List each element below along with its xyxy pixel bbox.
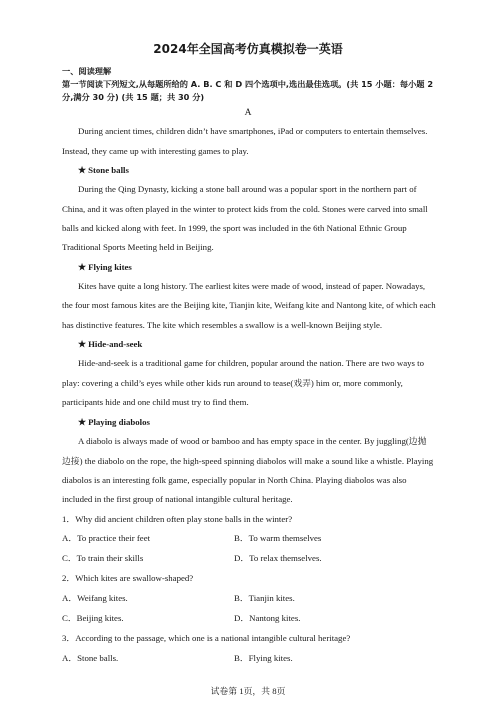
- section-heading-playing-diabolos: [78, 416, 150, 428]
- option-a[interactable]: A．Weifang kites.: [62, 593, 128, 603]
- paragraph-line: Traditional Sports Meeting held in Beijing.: [62, 242, 214, 252]
- option-a[interactable]: A．Stone balls.: [62, 653, 119, 663]
- option-b[interactable]: B．Flying kites.: [234, 653, 293, 663]
- option-c[interactable]: C．To train their skills: [62, 553, 144, 563]
- heading-label: Playing diabolos: [88, 417, 150, 427]
- paragraph-line: the four most famous kites are the Beijing kite, Tianjin kite, Weifang kite and Nantong kite, of which each: [62, 300, 436, 310]
- paragraph-line: Kites have quite a long history. The earliest kites were made of wood, instead of paper. Nowadays,: [78, 281, 426, 291]
- section-heading-hide-and-seek: [78, 338, 142, 350]
- instructions-line-1: 第一节阅读下列短文,从每题所给的 A. B. C 和 D 四个选项中,选出最佳选项。(共 15 小题：每小题 2: [62, 79, 434, 89]
- paragraph-line: included in the first group of national intangible cultural heritage.: [62, 494, 293, 504]
- paragraph-line: diabolos is an interesting folk game, especially popular in North China. Playing diabolos was also: [62, 475, 407, 485]
- section-heading-flying-kites: [78, 261, 132, 273]
- option-d[interactable]: D．To relax themselves.: [234, 553, 322, 563]
- intro-line: During ancient times, children didn’t have smartphones, iPad or computers to entertain themselves.: [78, 126, 428, 136]
- section-heading: 一、阅读理解: [62, 66, 112, 76]
- section-heading-stone-balls: [78, 164, 129, 176]
- paragraph-line: participants hide and one child must try to find them.: [62, 397, 249, 407]
- star-icon: ★: [78, 165, 87, 175]
- star-icon: ★: [78, 339, 87, 349]
- paragraph-line: China, and it was often played in the winter to protect kids from the cold. Stones were carved into small: [62, 204, 428, 214]
- question-stem: 3．According to the passage, which one is a national intangible cultural heritage?: [62, 633, 351, 643]
- option-c[interactable]: C．Beijing kites.: [62, 613, 124, 623]
- option-b[interactable]: B．Tianjin kites.: [234, 593, 295, 603]
- heading-label: Hide-and-seek: [88, 339, 143, 349]
- passage-label: A: [244, 108, 252, 118]
- page-title: 2024年全国高考仿真模拟卷一英语: [153, 42, 343, 56]
- paragraph-line: 边接) the diabolo on the rope, the high-speed spinning diabolos will make a sound like a whistle. Playing: [62, 456, 434, 466]
- star-icon: ★: [78, 417, 87, 427]
- paragraph-line: During the Qing Dynasty, kicking a stone ball around was a popular sport in the northern part of: [78, 184, 417, 194]
- paragraph-line: play: covering a child’s eyes while other kids run around to tease(戏弄) him or, more commonly,: [62, 378, 403, 388]
- option-b[interactable]: B．To warm themselves: [234, 533, 322, 543]
- question-stem: 2．Which kites are swallow-shaped?: [62, 573, 194, 583]
- paragraph-line: Hide-and-seek is a traditional game for children, popular around the nation. There are two ways to: [78, 358, 424, 368]
- paragraph-line: has distinctive features. The kite which resembles a swallow is a well-known Beijing style.: [62, 320, 383, 330]
- instructions-line-2: 分,满分 30 分) (共 15 题；共 30 分): [62, 92, 205, 102]
- intro-line: Instead, they came up with interesting games to play.: [62, 146, 249, 156]
- option-a[interactable]: A．To practice their feet: [62, 533, 151, 543]
- paragraph-line: A diabolo is always made of wood or bamboo and has empty space in the center. By juggling(边抛: [78, 436, 427, 446]
- page-footer: 试卷第 1页，共 8页: [210, 686, 286, 696]
- heading-label: Flying kites: [88, 262, 132, 272]
- star-icon: ★: [78, 262, 87, 272]
- heading-label: Stone balls: [88, 165, 129, 175]
- option-d[interactable]: D．Nantong kites.: [234, 613, 301, 623]
- question-stem: 1．Why did ancient children often play stone balls in the winter?: [62, 514, 293, 524]
- paragraph-line: balls and kicked along with feet. In 1999, the sport was included in the 6th National Ethnic Group: [62, 223, 407, 233]
